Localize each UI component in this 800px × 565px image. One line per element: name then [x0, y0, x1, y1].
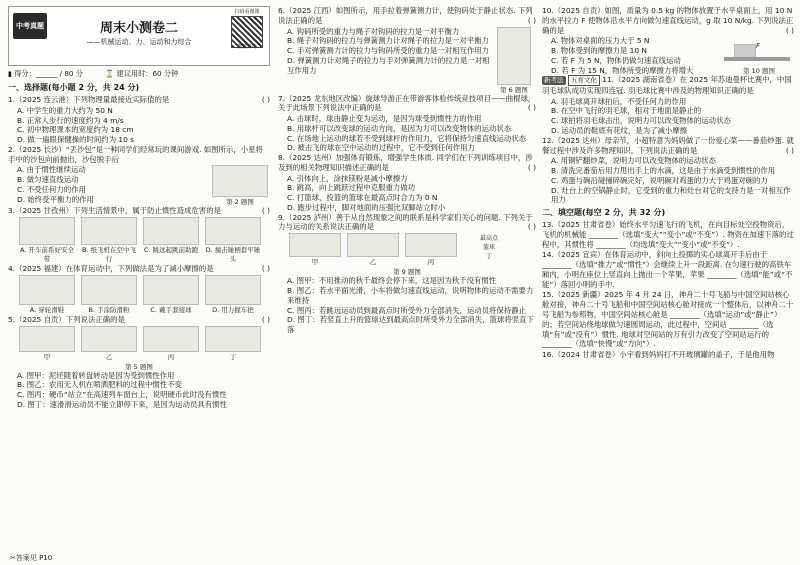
figure-q4-a: [19, 275, 75, 305]
figure-q3-c: [143, 217, 199, 245]
question-15: 15.（2025 新疆）2025 年 4 月 24 日，神舟二十号飞船与中国空间站核心舱对接，神舟二十号飞船和中国空间站核心舱对接成一个整体后，以神舟二十号飞船为参照物，中国空间站核心舱是 ________（选填“运动”或“静止”）的；若空间站绕地球做匀速圆周运动，此过程中，空间站 ________（选填“有”或“没有”）惯性. 地球对空间站的万有引力改变了空间站运行的 ________（选填“快慢”或“方向”）.: [542, 290, 794, 349]
question-14: 14.（2025 宜宾）在体育运动中，斜向上投掷的实心球离开手后由于 ________（选填“推力”或“惯性”）会继续上升一段距离. 在匀速行驶的高铁车厢内，小明在座位上竖直向上抛出一个苹果，苹果 ________（选填“能”或“不能”）落回小明的手中.: [542, 250, 793, 289]
question-12: 12.（2025 达州）母亲节，小超特意为妈妈做了一份爱心菜——番茄炒蛋. 就餐过程中涉及许多物理知识，下列说法正确的是 ( ) A. 用铜铲翻炒菜，说明力可以改变物体的运动状态 B. 清洗完番茄后用力甩出手上的水滴，这是由于水滴受到惯性的作用 C. 鸡蛋与碗沿碰撞碎碗完好，说明碗对鸡蛋的力大于鸡蛋对碗的力 D. 灶台上的空锅静止时，它受到的重力和灶台对它的支持力是一对相互作用力: [542, 135, 794, 205]
score-time-line: [8, 69, 270, 79]
question-9: 9.（2025 泸州）善于从自然现象之间的联系是科学家们关心的问题. 下列关于力与运动的关系说法正确的是 ( ) 甲 乙 丙 最高点 篮球 丁 第 9 题图 A. 图甲：不用推动的秋千最终会停下来，这是因为秋千没有惯性 B. 图乙：若水平面光滑，小车将做匀速直线运动，说明物体的运动不需要力来维持 C. 图丙：若跳远运动员到最高点时所受外力全部消失，运动员将保持静止 D. 图丁：若竖直上升的篮球达到最高点时所受外力全部消失，篮球将竖直下落: [278, 212, 536, 335]
question-6: 6.（2025 江西）如图所示，用手拉着弹簧测力计，使钩码处于静止状态. 下列说法正确的是 ( ) A. 钩码所受的重力与绳子对钩码的拉力是一对平衡力 B. 绳子对钩码的拉力与弹簧测力计对绳子的拉力是一对平衡力 C. 手对弹簧测力计的拉力与钩码所受的重力是一对相互作用力 D. 弹簧测力计对绳子的拉力与手对弹簧测力计的拉力是一对相互作用力 第 6 题图: [278, 6, 536, 94]
figure-q5-yi: [81, 326, 137, 352]
new-method-badge: 新考法: [544, 76, 564, 85]
figure-q3-b: [81, 217, 137, 245]
figure-q5-jia: [19, 326, 75, 352]
question-8: 8.（2025 达州）加强体育锻炼，增强学生体质. 同学们在下列训练项目中，涉及到的相关物理知识描述正确的是 ( ) A. 引体向上，涂抹镁粉是减小摩擦力 B. 跳高，向上跳跃过程中克服重力做功 C. 打篮球，投篮的篮球在最高点时合力为 0 N D. 跑步过程中，脚对地面的压强比双脚站立时小: [278, 153, 536, 212]
exam-header: [8, 6, 270, 66]
column-middle: [278, 6, 536, 551]
figure-q4-b: [81, 275, 137, 305]
figure-q5-ding: [205, 326, 261, 352]
question-3: 3.（2025 甘孜州）下列生活情景中，属于防止惯性造成危害的是 ( ) A. 开车前系好安全带 B. 纸飞机在空中飞行 C. 跳远起跳前助跑 D. 撞击锤柄套牢锤头: [8, 206, 270, 264]
question-11: 新考法 五育文化 11.（2025 湖南省卷）在 2025 年苏迪曼杯比赛中，中国羽毛球队成功实现四连冠. 羽毛球比赛中涉及的物理知识正确的是 A. 羽毛球离开球拍后，不受任何力的作用 B. 在空中飞行的羽毛球，相对于地面是静止的 C. 球拍将羽毛球击出，说明力可以改变物体的运动状态 D. 运动员的鞋底有花纹，是为了减小摩擦: [542, 75, 792, 135]
question-13: 13.（2025 甘肃省卷）始终水平匀速飞行的飞机，在向目标处空投物资后，飞机的机械能 ________（选填“变大”“变小”或“不变”）. 物资在加速下落的过程中，其惯性将 ________（均选填“变大”“变小”或“不变”）.: [542, 220, 794, 249]
question-4: 4.（2025 福建）在体育运动中，下列做法是为了减小摩擦的是 ( ) A. 穿轮滑鞋 B. 手涂防滑粉 C. 戴手套接球 D. 用力握车把: [8, 264, 270, 314]
figure-q3-a: [19, 217, 75, 245]
question-10: 10.（2025 自贡）如图，质量为 0.5 kg 的物体放置于水平桌面上，用 10 N 的水平拉力 F 使物体沿水平方向做匀速直线运动，g 取 10 N/kg. 下列说法正确的是 ( ) A. 物体对桌面的压力大于 5 N B. 物体受到的摩擦力是 10 N C. 若 F 为 5 N，物体仍做匀速直线运动 D. 若 F 为 15 N，物体所受的摩擦力将增大 F 第 10 题图: [542, 6, 794, 76]
score-field: ▮ 得分：______ / 80 分: [8, 69, 83, 78]
question-1: 1.（2025 连云港）下列物理量最接近实际值的是 ( ) A. 中学生的重力大约为 50 N B. 正常人步行的速度约为 4 m/s C. 初中物理课本的宽度约为 18 cm D. 做一遍眼保健操的时间约为 10 s: [8, 95, 270, 145]
figure-q5-bing: [143, 326, 199, 352]
figure-q6-spring-scale: [497, 27, 531, 85]
question-5: 5.（2025 自贡）下列说法正确的是 ( ) 甲 乙 丙 丁 第 5 题图 A. 图甲：泥坯随着转盘转动是因为受到惯性作用 B. 图乙：农用无人机在喷洒肥料的过程中惯性不变 C. 图丙：硬币“站立”在高速列车窗台上，说明硬币此时没有惯性 D. 图丁：速滑滑运动员不能立即停下来，是因为运动员具有惯性: [8, 314, 270, 409]
page-title: 周末小测卷二: [99, 21, 178, 36]
question-2: 2.（2025 长沙）“丢沙包”是一种同学们经常玩的课间游戏. 如图所示，小星将手中的沙包向前抛出，沙包脱手后 A. 由于惯性继续运动 B. 做匀速直线运动 C. 不受任何力的作用 D. 始终受平衡力的作用 第 2 题图: [8, 145, 270, 207]
figure-q2-image: [212, 165, 268, 197]
page-subtitle: ——机械运动、力、运动和力综合: [86, 38, 192, 46]
series-logo: 中考真题分类: [13, 13, 47, 39]
figure-q4-c: [143, 275, 199, 305]
figure-q9-yi: [347, 233, 399, 257]
answer-reference: ✂答案见 P10: [10, 554, 53, 562]
section-heading-choice: 一、选择题(每小题 2 分，共 24 分): [8, 83, 140, 92]
question-7: 7.（2025 龙东地区改编）旋球导游正在带游客体验传统竞技项目——曲棍球，关于此场景下列说法中正确的是 ( ) A. 击球时，球由静止变为运动，是因为球受到惯性力的作用 B. 用球杆可以改变球的运动方向，是因为力可以改变物体的运动状态 C. 在场地上运动的球若不受到球杆的作用力，它将保持匀速直线运动状态 D. 被击飞的球在空中运动的过程中，它不受到任何作用力: [278, 93, 536, 153]
qr-label-bottom: 微教详练: [236, 44, 257, 50]
column-right: [542, 6, 794, 551]
section-heading-fill: 二、填空题(每空 2 分，共 32 分): [542, 208, 666, 218]
figure-q4-d: [205, 275, 261, 305]
culture-badge: 五育文化: [568, 75, 600, 86]
figure-q10-block: [734, 44, 756, 58]
figure-q3-d: [205, 217, 261, 245]
suggested-time: ⌛ 建议用时：60 分钟: [105, 69, 179, 78]
question-16: 16.（2024 甘肃省卷）小宇看到妈妈打不开玻璃罐的盖子，于是他用物: [542, 350, 775, 360]
qr-label-top: 扫码看微课: [234, 9, 260, 15]
column-left: [8, 6, 270, 551]
figure-q9-bing: [405, 233, 457, 257]
figure-q10-table: [724, 57, 790, 61]
figure-q9-jia: [289, 233, 341, 257]
